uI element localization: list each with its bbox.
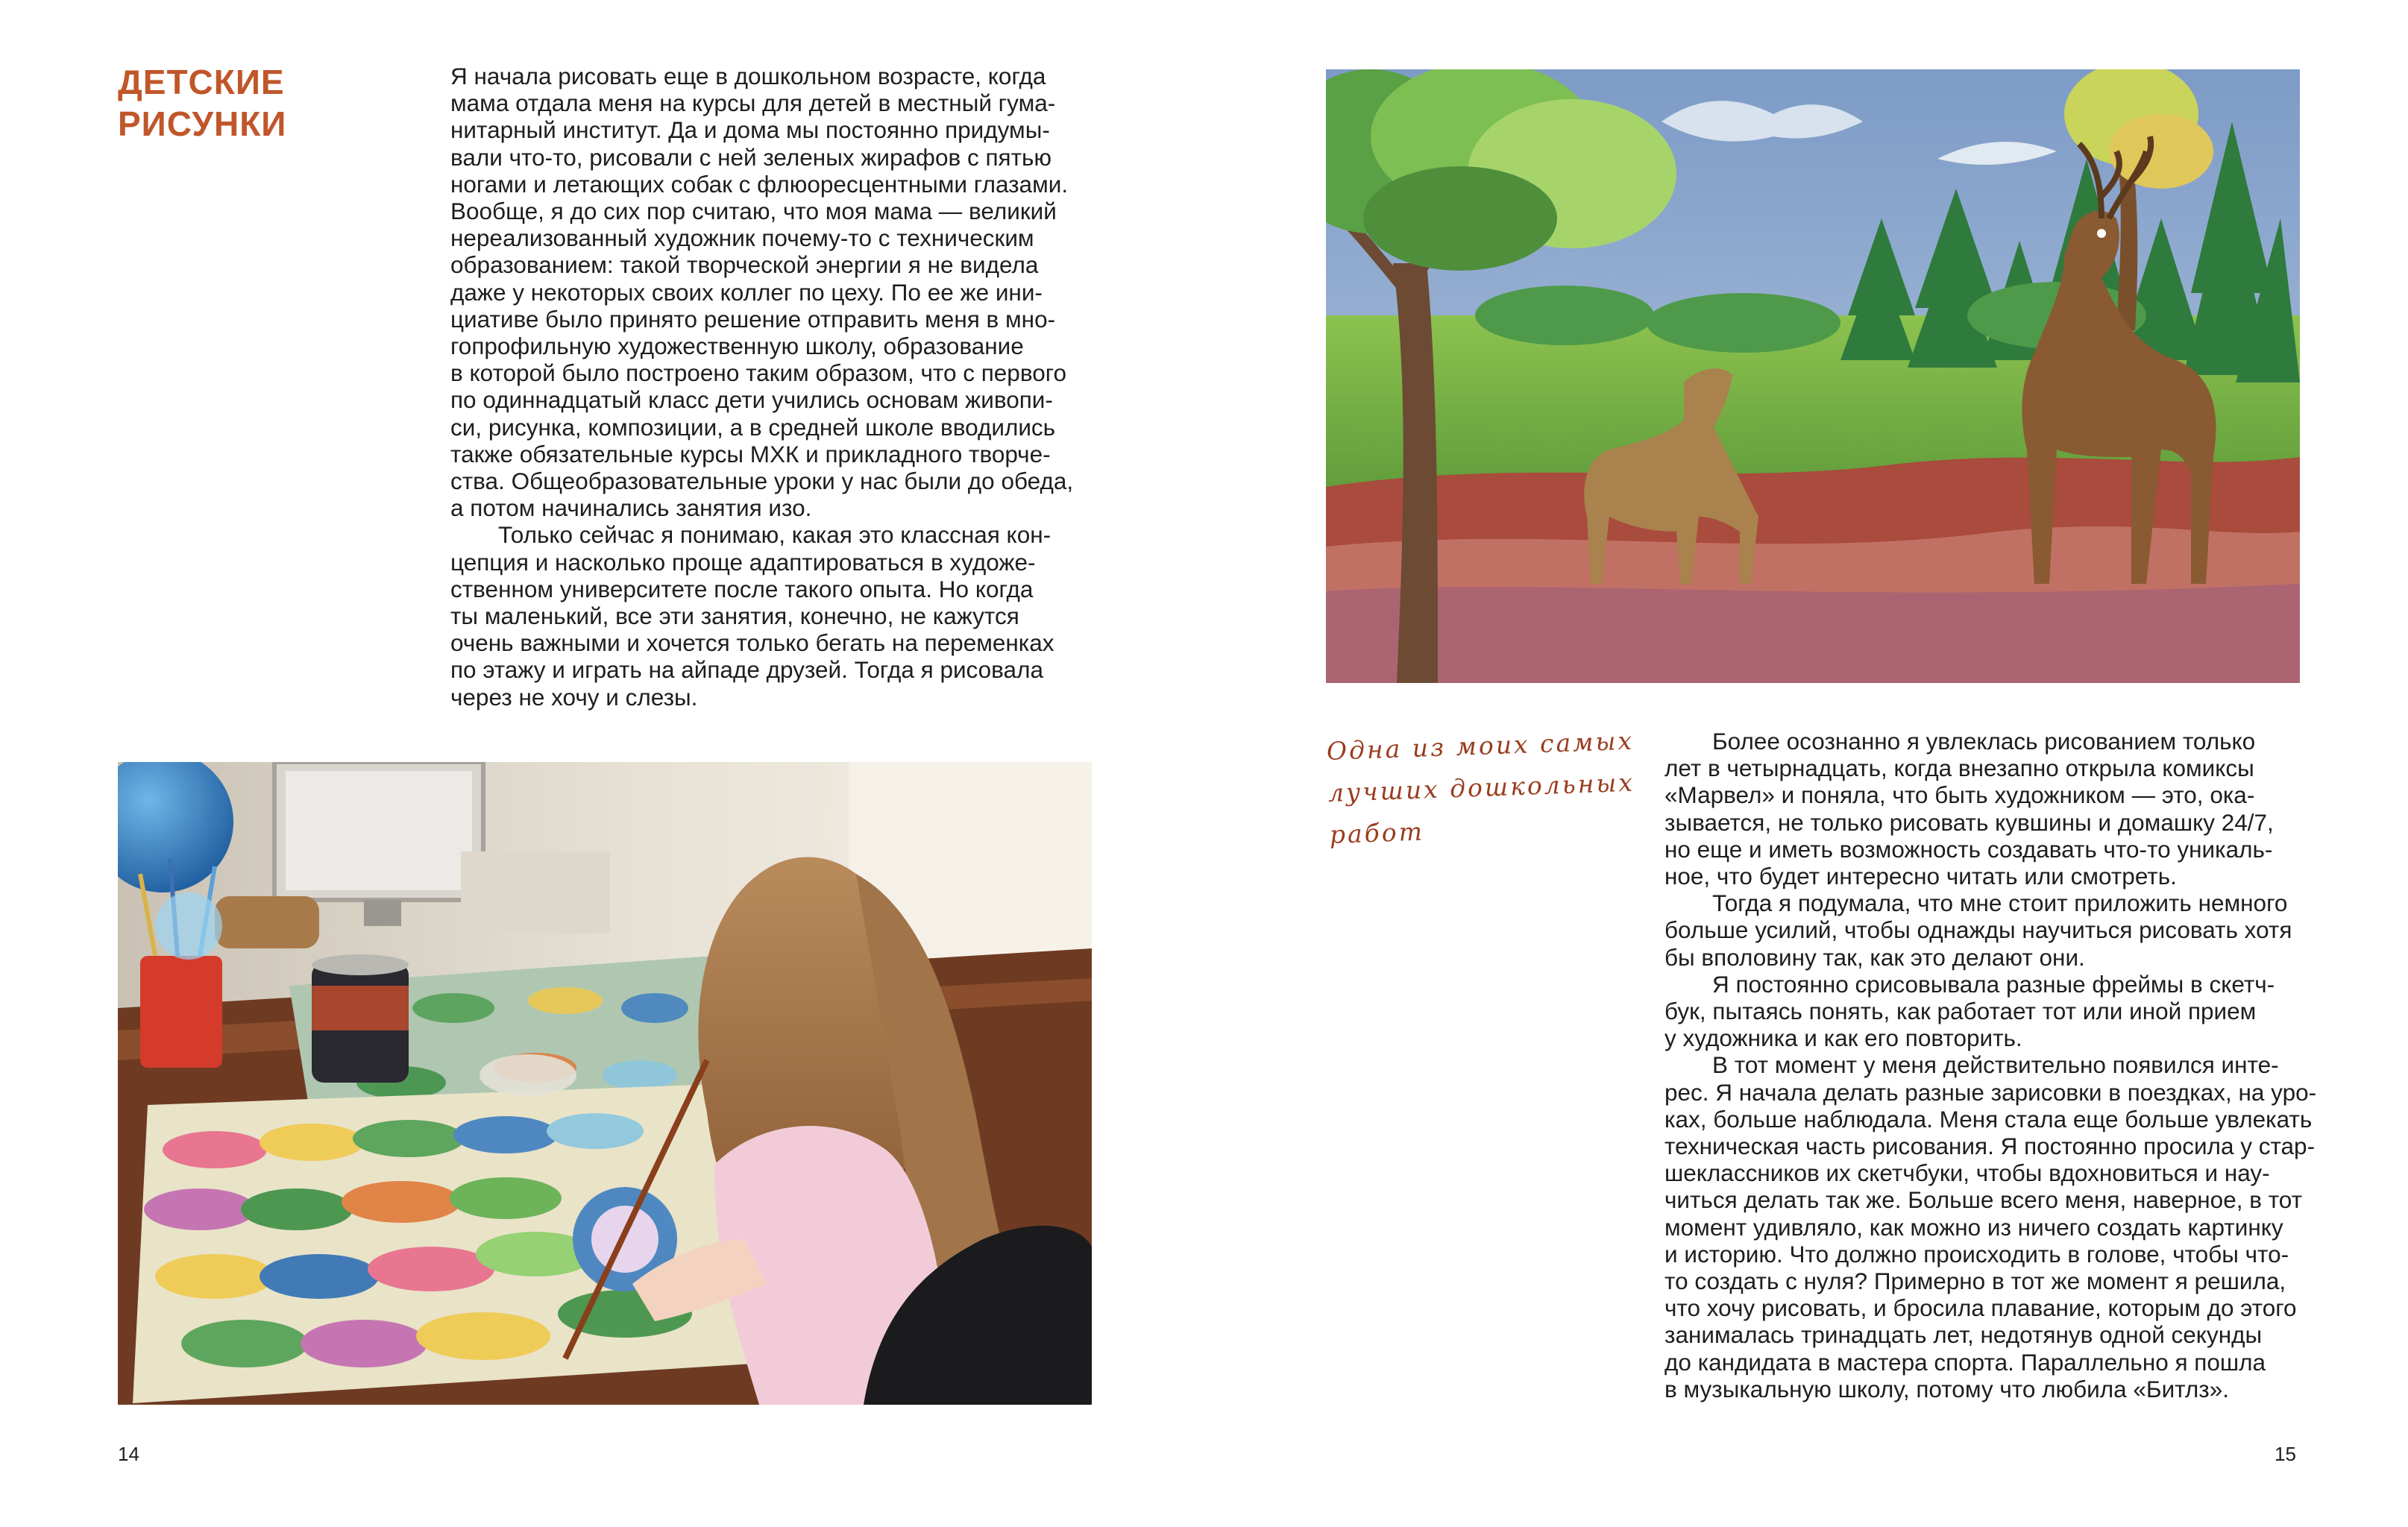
heading-line: РИСУНКИ (118, 104, 287, 143)
text-line: читься делать так же. Больше всего меня, наверное, в тот (1664, 1186, 2303, 1214)
caption-line: Одна из моих самых (1326, 725, 1635, 766)
text-line: и историю. Что должно происходить в голове, чтобы что- (1664, 1240, 2289, 1268)
text-line: си, рисунка, композиции, а в средней школе вводились (450, 413, 1056, 441)
text-line: даже у некоторых своих коллег по цеху. По ее же ини- (450, 278, 1043, 306)
text-line: но еще и иметь возможность создавать что-то уникаль- (1664, 835, 2273, 863)
section-heading (118, 61, 416, 145)
text-line: также обязательные курсы МХК и прикладного творче- (450, 440, 1051, 467)
text-line: момент удивляло, как можно из ничего создать картинку (1664, 1213, 2283, 1241)
text-line: рес. Я начала делать разные зарисовки в поездках, на уро- (1664, 1078, 2317, 1106)
text-line: Я постоянно срисовывала разные фреймы в скетч- (1712, 970, 2275, 998)
text-line: гопрофильную художественную школу, образование (450, 333, 1024, 360)
text-line: ства. Общеобразовательные уроки у нас были до обеда, (450, 467, 1074, 495)
text-line: Более осознанно я увлеклась рисованием только (1712, 728, 2256, 755)
text-line: шеклассников их скетчбуки, чтобы вдохновиться и нау- (1664, 1159, 2270, 1187)
text-line: техническая часть рисования. Я постоянно просила у стар- (1664, 1133, 2316, 1160)
text-line: у художника и как его повторить. (1664, 1024, 2022, 1052)
text-line: Я начала рисовать еще в дошкольном возрасте, когда (450, 63, 1046, 89)
text-line: больше усилий, чтобы однажды научиться рисовать хотя (1664, 916, 2292, 944)
text-line: ты маленький, все эти занятия, конечно, не кажутся (450, 602, 1019, 630)
heading-line: ДЕТСКИЕ (118, 63, 285, 101)
text-line: ках, больше наблюдала. Меня стала еще больше увлекать (1664, 1105, 2313, 1133)
text-line: мама отдала меня на курсы для детей в местный гума- (450, 89, 1056, 117)
text-line: циативе было принято решение отправить меня в мно- (450, 305, 1056, 333)
text-line: а потом начинались занятия изо. (450, 494, 812, 522)
text-line: бук, пытаясь понять, как работает тот или иной прием (1664, 998, 2257, 1025)
text-line: образованием: такой творческой энергии я не видела (450, 251, 1039, 279)
text-line: лет в четырнадцать, когда внезапно открыла комиксы (1664, 755, 2254, 782)
right-body-text (1664, 728, 2321, 1402)
text-line: В тот момент у меня действительно появился инте- (1712, 1051, 2279, 1079)
paragraph (1664, 971, 2321, 1052)
text-line: ное, что будет интересно читать или смотреть. (1664, 863, 2177, 890)
text-line: что хочу рисовать, и бросила плавание, которым до этого (1664, 1294, 2297, 1322)
text-line: по одиннадцатый класс дети учились основам живопи- (450, 386, 1053, 414)
page-number-right: 15 (2275, 1443, 2296, 1465)
text-line: занималась тринадцать лет, недотянув одной секунды (1664, 1321, 2263, 1349)
text-line: Только сейчас я понимаю, какая это классная кон- (498, 521, 1051, 549)
text-line: по этажу и играть на айпаде друзей. Тогда я рисовала (450, 656, 1043, 684)
paragraph (450, 521, 1107, 710)
text-line: ственном университете после такого опыта. Но когда (450, 575, 1034, 602)
text-line: в которой было построено таким образом, что с первого (450, 359, 1067, 387)
text-line: в музыкальную школу, потому что любила «Битлз». (1664, 1375, 2229, 1402)
text-line: цепция и насколько проще адаптироваться в художе- (450, 548, 1036, 576)
page-number-left: 14 (118, 1443, 139, 1465)
painting-deer-forest (1326, 69, 2300, 683)
text-line: зывается, не только рисовать кувшины и домашку 24/7, (1664, 808, 2274, 836)
paragraph (1664, 890, 2321, 971)
text-line: через не хочу и слезы. (450, 683, 698, 711)
photo-girl-painting (118, 762, 1092, 1405)
caption-line: работ (1329, 816, 1425, 849)
text-line: то создать с нуля? Примерно в тот же момент я решила, (1664, 1268, 2286, 1295)
paragraph (1664, 728, 2321, 890)
text-line: Вообще, я до сих пор считаю, что моя мама — великий (450, 198, 1057, 225)
text-line: очень важными и хочется только бегать на переменках (450, 629, 1054, 657)
left-body-text (450, 63, 1107, 711)
text-line: нитарный институт. Да и дома мы постоянно придумы- (450, 116, 1050, 144)
text-line: нереализованный художник почему-то с техническим (450, 224, 1034, 252)
text-line: «Марвел» и поняла, что быть художником — это, ока- (1664, 781, 2255, 809)
text-line: Тогда я подумала, что мне стоит приложить немного (1712, 890, 2288, 917)
text-line: бы вполовину так, как это делают они. (1664, 943, 2085, 971)
text-line: до кандидата в мастера спорта. Параллельно я пошла (1664, 1348, 2266, 1376)
caption-line: лучших дошкольных (1327, 767, 1635, 807)
paragraph (1664, 1051, 2321, 1402)
text-line: вали что-то, рисовали с ней зеленых жирафов с пятью (450, 143, 1052, 171)
handwritten-caption (1326, 720, 1644, 856)
paragraph (450, 63, 1107, 521)
text-line: ногами и летающих собак с флюоресцентными глазами. (450, 170, 1069, 198)
